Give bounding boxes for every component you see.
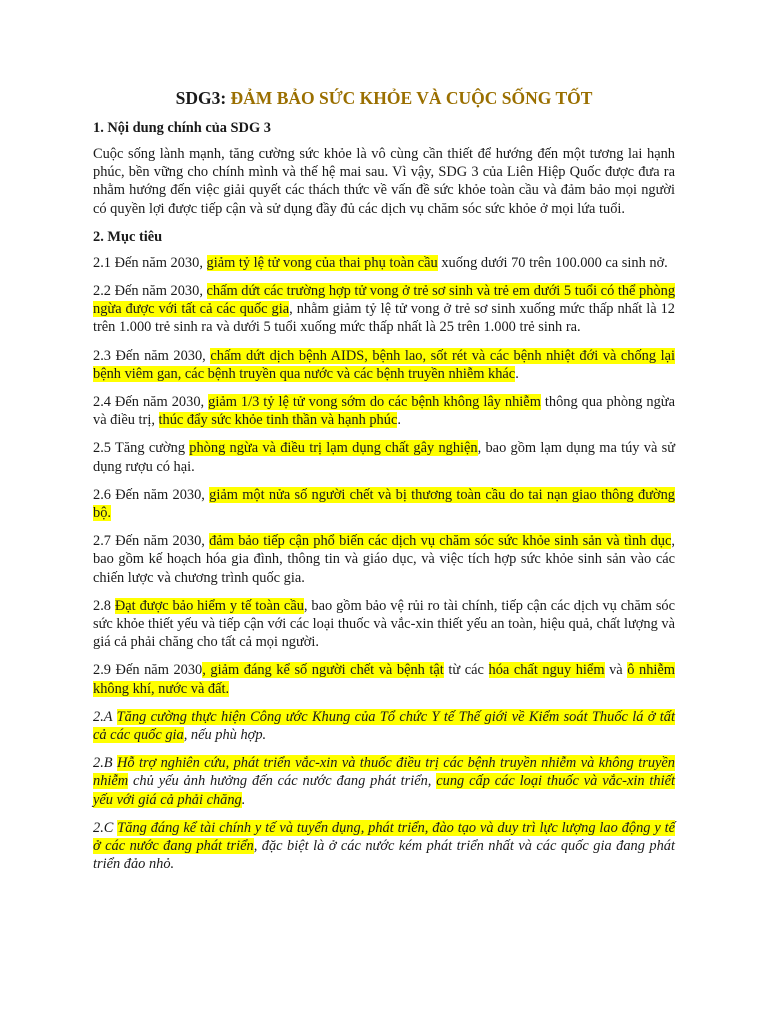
section-body-content: Cuộc sống lành mạnh, tăng cường sức khỏe là vô cùng cần thiết để hướng đến một tương lai hạnh phúc, bền vững cho chính mình và thế hệ mai sau. Vì vậy, SDG 3 của Liên Hiệp Quốc được đưa ra nhằm hướng đến việc giải quyết các thách thức về vấn đề sức khỏe toàn cầu và đảm bảo mọi người có quyền lợi được tiếp cận và sử dụng đầy đủ các dịch vụ chăm sóc sức khỏe ở mọi lứa tuổi. (93, 146, 675, 217)
highlighted-text: , giảm đáng kể số người chết và bệnh tật (202, 662, 444, 679)
highlighted-text: Đạt được bảo hiểm y tế toàn cầu (114, 597, 304, 614)
highlighted-text: giảm một nửa số người chết và bị thương toàn cầu do tai nạn giao thông đường bộ. (93, 486, 675, 522)
target-paragraph (93, 347, 675, 383)
highlighted-text: chấm dứt các trường hợp tử vong ở trẻ sơ sinh và trẻ em dưới 5 tuổi có thể phòng ngừa được với tất cả các quốc gia (93, 283, 676, 318)
highlighted-text: phòng ngừa và điều trị lạm dụng chất gây nghiện (189, 440, 478, 457)
target-paragraph (93, 708, 675, 744)
target-text: 2.1 Đến năm 2030, (93, 254, 207, 271)
target-text: thông qua phòng ngừa và điều trị, (93, 394, 675, 429)
target-text: 2.7 Đến năm 2030, (93, 533, 210, 550)
target-text: 2.B (93, 755, 117, 772)
section-heading-content: 1. Nội dung chính của SDG 3 (93, 120, 271, 136)
target-text: 2.3 Đến năm 2030, (93, 347, 211, 364)
target-paragraph (93, 254, 675, 272)
targets-list (93, 254, 675, 874)
highlighted-text: chấm dứt dịch bệnh AIDS, bệnh lao, sốt rét và các bệnh nhiệt đới và chống lại bệnh viêm gan, các bệnh truyền qua nước và các bệnh truyền nhiễm khác (93, 347, 675, 382)
target-paragraph (93, 393, 675, 429)
target-paragraph (93, 439, 675, 475)
target-paragraph (93, 532, 675, 587)
highlighted-text: ô nhiễm không khí, nước và đất. (93, 662, 675, 697)
target-text: từ các (443, 662, 489, 679)
highlighted-text: cung cấp các loại thuốc và vắc-xin thiết yếu với giá cả phải chăng (93, 773, 676, 808)
section-heading-targets: 2. Mục tiêu (93, 228, 163, 245)
highlighted-text: giảm 1/3 tỷ lệ tử vong sớm do các bệnh không lây nhiễm (208, 394, 541, 411)
page-title (93, 86, 675, 110)
target-text: , đặc biệt là ở các nước kém phát triển nhất và các quốc gia đang phát triển đảo nhỏ. (93, 838, 675, 873)
target-text: chủ yếu ảnh hưởng đến các nước đang phát triển, (128, 773, 437, 790)
title-main: ĐẢM BẢO SỨC KHỎE VÀ CUỘC SỐNG TỐT (230, 88, 593, 108)
target-text: . (515, 365, 519, 382)
target-text: . (241, 791, 246, 808)
target-paragraph (93, 819, 675, 874)
target-text: 2.2 Đến năm 2030, (93, 283, 207, 300)
target-paragraph (93, 486, 675, 522)
highlighted-text: giảm tỷ lệ tử vong của thai phụ toàn cầu (206, 254, 438, 271)
highlighted-text: thúc đẩy sức khỏe tinh thần và hạnh phúc (158, 412, 398, 429)
highlighted-text: Tăng đáng kể tài chính y tế và tuyển dụng, phát triển, đào tạo và duy trì lực lượng lao động y tế ở các nước đang phát triển (93, 819, 675, 855)
target-text: và (604, 662, 628, 679)
target-text: 2.A (93, 708, 117, 725)
target-paragraph (93, 754, 675, 809)
target-text: 2.C (93, 819, 118, 836)
target-text: , bao gồm bảo vệ rủi ro tài chính, tiếp cận các dịch vụ chăm sóc sức khỏe thiết yếu và tiếp cận với các loại thuốc và vắc-xin thiết yếu an toàn, hiệu quả, chất lượng và giá cả phải chăng cho tất cả mọi người. (93, 597, 676, 651)
target-text: 2.5 Tăng cường (93, 440, 190, 457)
target-text: , nếu phù hợp. (183, 727, 267, 744)
target-paragraph (93, 282, 675, 337)
target-text: , bao gồm lạm dụng ma túy và sử dụng rượu có hại. (93, 440, 675, 475)
highlighted-text: Hỗ trợ nghiên cứu, phát triển vắc-xin và thuốc điều trị các bệnh truyền nhiễm và không truyền nhiễm (93, 755, 675, 790)
target-text: 2.6 Đến năm 2030, (93, 486, 210, 503)
highlighted-text: đảm bảo tiếp cận phổ biến các dịch vụ chăm sóc sức khỏe sinh sản và tình dục (209, 533, 672, 550)
target-text: , bao gồm kế hoạch hóa gia đình, thông tin và giáo dục, và việc tích hợp sức khỏe sinh sản vào các chiến lược và chương trình quốc gia. (93, 533, 675, 586)
highlighted-text: hóa chất nguy hiểm (488, 662, 605, 679)
target-text: , nhằm giảm tỷ lệ tử vong ở trẻ sơ sinh xuống mức thấp nhất là 12 trên 1.000 trẻ sinh ra và dưới 5 tuổi xuống mức thấp nhất là 25 trên 1.000 trẻ sinh ra. (93, 301, 675, 336)
target-text: 2.8 (93, 597, 115, 614)
target-text: 2.9 Đến năm 2030 (93, 662, 203, 679)
target-text: xuống dưới 70 trên 100.000 ca sinh nở. (437, 254, 668, 271)
title-prefix: SDG3: (175, 88, 231, 108)
target-text: 2.4 Đến năm 2030, (93, 394, 209, 411)
target-paragraph (93, 597, 675, 652)
target-paragraph (93, 661, 675, 697)
highlighted-text: Tăng cường thực hiện Công ước Khung của Tổ chức Y tế Thế giới về Kiểm soát Thuốc lá ở tất cả các quốc gia (93, 708, 676, 744)
target-text: . (397, 412, 401, 429)
